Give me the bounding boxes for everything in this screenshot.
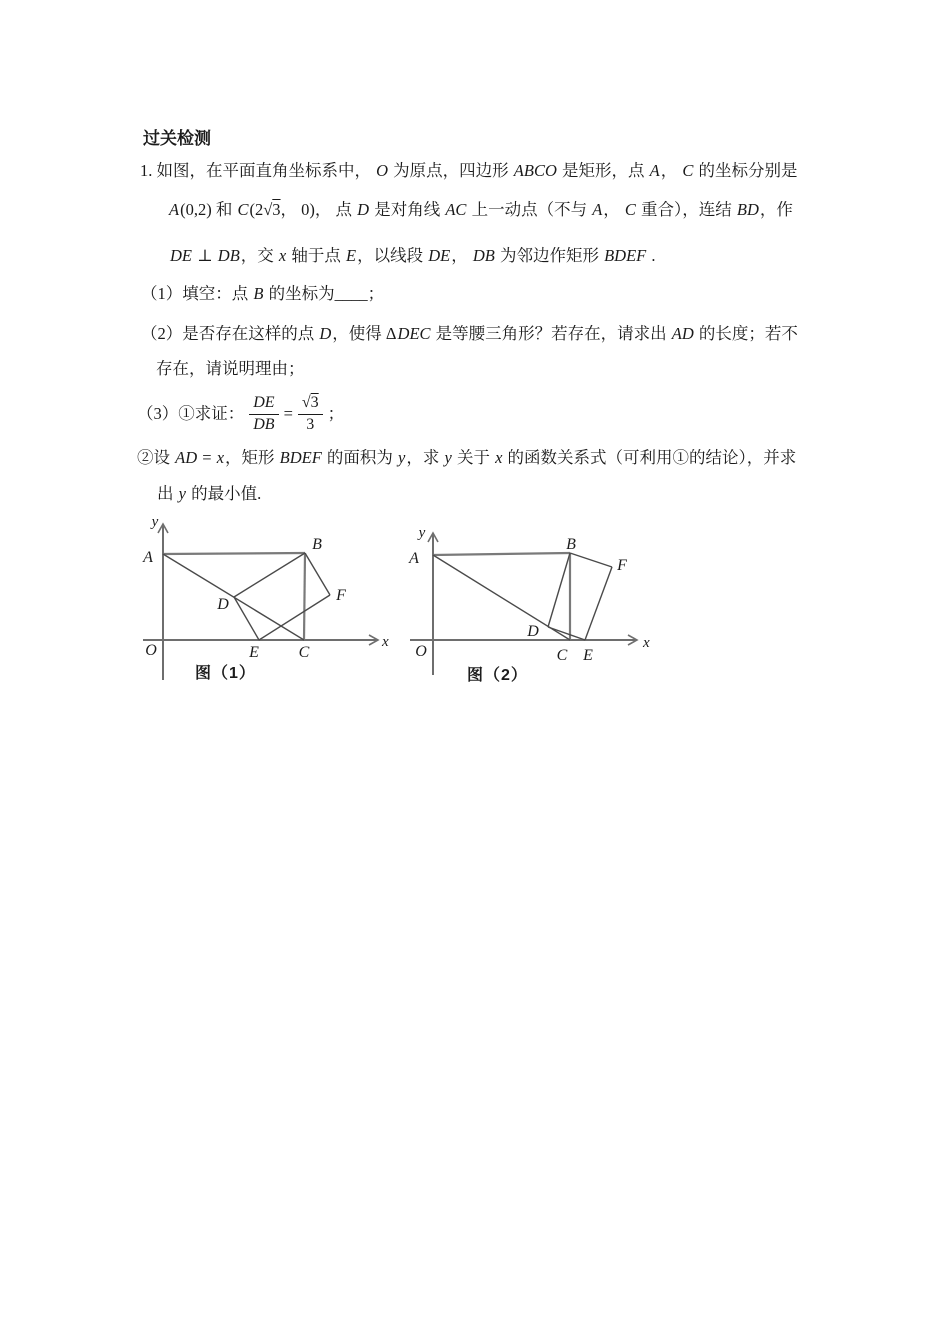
problem-line-3: DE ⊥ DB，交 x 轴于点 E，以线段 DE， DB 为邻边作矩形 BDEF .: [170, 246, 656, 265]
fig2-label-B: B: [566, 536, 576, 553]
fig1-label-x: x: [382, 634, 389, 650]
fig1-edge-AB: [163, 553, 305, 554]
fig2-segment-BD: [548, 553, 570, 627]
fraction-denominator: 3: [306, 415, 315, 433]
problem-line-1: 1. 如图，在平面直角坐标系中， O 为原点，四边形 ABCO 是矩形，点 A， C 的坐标分别是: [140, 161, 798, 180]
fraction-numerator: √3: [298, 394, 323, 414]
fig2-label-E: E: [583, 647, 593, 664]
fig2-label-D: D: [527, 623, 539, 640]
fig1-edge-BC: [304, 553, 305, 640]
semicolon: ；: [327, 403, 345, 423]
fig1-segment-DE: [234, 597, 259, 640]
fig1-label-D: D: [217, 596, 229, 613]
fig1-caption: 图（1）: [195, 665, 256, 682]
problem-line-8: ②设 AD = x，矩形 BDEF 的面积为 y，求 y 关于 x 的函数关系式（可利用①的结论），并求: [137, 448, 797, 467]
fig1-label-A: A: [143, 549, 153, 566]
fig2-label-C: C: [556, 647, 568, 664]
fraction-sqrt3-3: [298, 394, 323, 434]
fig2-edge-AB: [433, 553, 570, 555]
fig2-caption: 图（2）: [467, 667, 528, 684]
problem-line-4: （1）填空：点 B 的坐标为____；: [141, 284, 385, 303]
fig2-label-A: A: [409, 550, 419, 567]
problem-line-9: 出 y 的最小值.: [157, 484, 262, 503]
problem-line-5: （2）是否存在这样的点 D，使得 ΔDEC 是等腰三角形？若存在，请求出 AD 的长度；若不: [141, 324, 798, 343]
fraction-DE-DB: [249, 394, 278, 434]
fig1-segment-BD: [234, 553, 305, 597]
fig2-label-y: y: [418, 525, 426, 541]
proof-prefix: （3）①求证：: [137, 403, 245, 423]
fig1-label-B: B: [312, 536, 322, 553]
fraction-denominator: DB: [253, 415, 275, 433]
fig2-segment-EF: [585, 567, 612, 640]
problem-line-6: 存在，请说明理由；: [156, 359, 305, 378]
page-title: 过关检测: [143, 129, 211, 148]
fig1-label-C: C: [298, 644, 310, 661]
problem-line-7: [137, 388, 344, 440]
fig1-segment-FB: [305, 553, 330, 595]
fraction-numerator: DE: [249, 394, 278, 414]
equals-sign: =: [283, 403, 293, 423]
fig2-segment-FB: [570, 553, 612, 567]
problem-line-2: A(0,2) 和 C(2√3， 0)， 点 D 是对角线 AC 上一动点（不与 A， C 重合），连结 BD，作: [169, 200, 793, 219]
fig1-label-E: E: [249, 644, 259, 661]
figure-1: [135, 510, 397, 695]
fig2-label-x: x: [643, 635, 650, 651]
fig1-segment-EF: [259, 595, 330, 640]
fig1-label-F: F: [336, 587, 346, 604]
fig2-label-O: O: [415, 643, 427, 660]
fig2-label-F: F: [617, 557, 627, 574]
fig1-label-y: y: [151, 514, 159, 530]
fig1-label-O: O: [145, 642, 157, 659]
figure-2: [405, 510, 667, 695]
